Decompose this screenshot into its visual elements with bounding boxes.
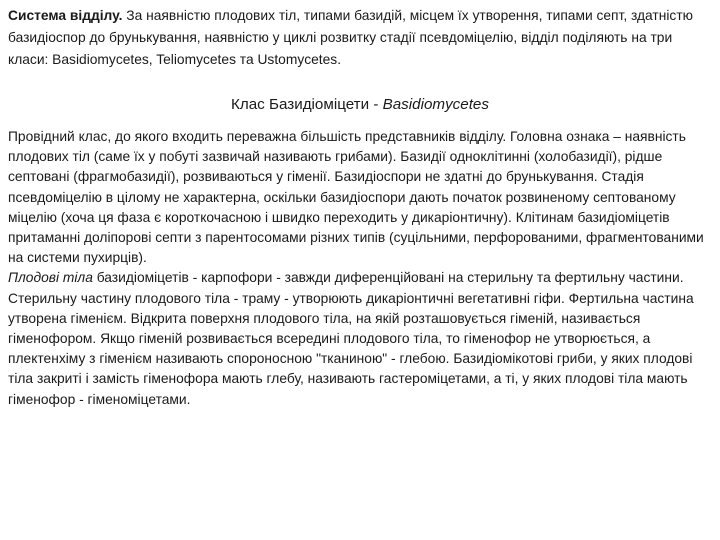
intro-term: Система відділу. — [8, 8, 123, 23]
body-text — [8, 127, 714, 410]
intro-paragraph — [8, 5, 714, 71]
body-paragraph-1: Провідний клас, до якого входить переважна більшість представників відділу. Головна ознака – наявність плодових тіл (саме їх у побуті зазвичай називають грибами). Базидії одноклітинні (холобазидії), рідше септовані (фрагмобазидії), розвиваються у гіменії. Базидіоспори не здатні до брунькування. Стадія псевдоміцелію в цілому не характерна, оскільки базидіоспори дають початок розвиненому септованому міцелію (хоча ця фаза є короткочасною і швидко переходить у дикаріонтичну). Клітинам базидіоміцетів притаманні доліпорові септи з парентосомами різних типів (суцільними, перфорованими, фрагментованими на системи пухирців). — [8, 129, 704, 266]
body-paragraph-2 — [8, 268, 714, 409]
paragraph-2-term: Плодові тіла — [8, 270, 93, 286]
heading-latin: Basidiomycetes — [382, 96, 489, 113]
intro-text: За наявністю плодових тіл, типами базидій, місцем їх утворення, типами септ, здатністю базидіоспор до брунькування, наявністю у циклі розвитку стадії псевдоміцелію, відділ поділяють на три класи: Basidiomycetes, Teliomycetes та Ustomycetes. — [8, 8, 693, 67]
section-heading — [0, 95, 720, 115]
heading-text: Клас Базидіоміцети - — [231, 96, 383, 113]
paragraph-2-text: базидіоміцетів - карпофори - завжди диференційовані на стерильну та фертильну частини. Стерильну частину плодового тіла - траму - утворюють дикаріонтичні вегетативні гіфи. Фертильна частина утворена гіменієм. Відкрита поверхня плодового тіла, на якій розташовується гіменій, називається гіменофором. Якщо гіменій розвивається всередині плодового тіла, то гіменофор не утворюється, а плектенхіму з гіменієм називають спороносною "тканиною" - глебою. Базидіомікотові гриби, у яких плодові тіла закриті і замість гіменофора мають глебу, називають гастероміцетами, а ті, у яких плодові тіла мають гіменофор - гіменоміцетами. — [8, 270, 694, 407]
